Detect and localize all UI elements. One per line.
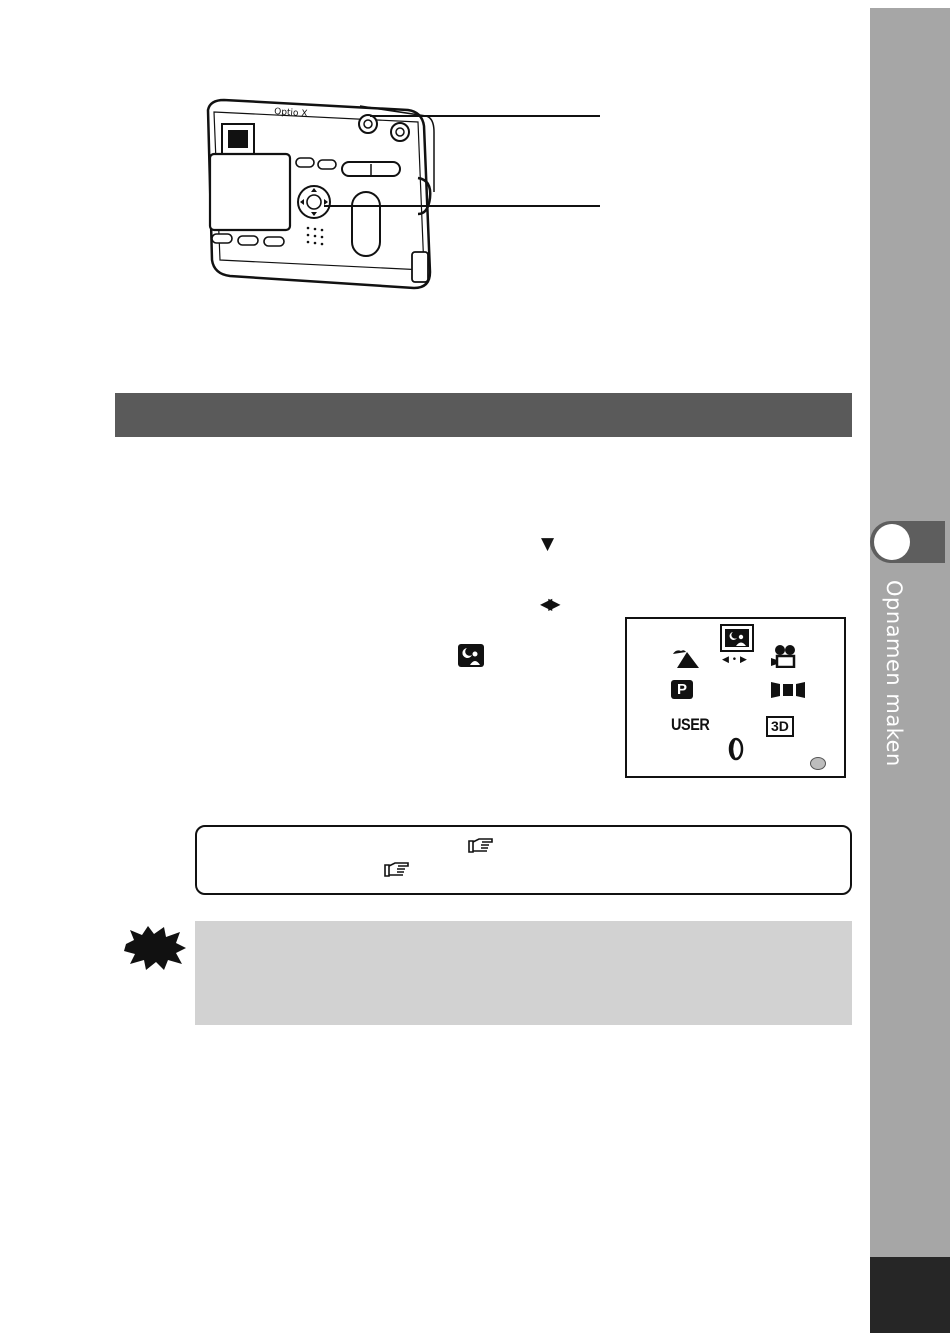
camera-brand-text: Optio X — [273, 107, 308, 120]
caution-box — [195, 921, 852, 1025]
program-mode-icon: P — [671, 680, 693, 699]
digital-filter-icon — [728, 737, 744, 761]
down-arrow-icon: ▼ — [541, 534, 555, 554]
selected-night-scene-icon — [720, 624, 754, 652]
leader-line-four-way — [324, 205, 600, 207]
leader-line-shutter — [370, 115, 600, 117]
mode-selection-screen — [625, 617, 846, 778]
reference-box — [195, 825, 852, 895]
3d-mode-icon: 3D — [766, 716, 794, 737]
user-mode-label: USER — [671, 715, 710, 734]
navigation-arrows-hint: ◀ • ▶ — [722, 655, 747, 665]
caution-burst-icon — [122, 924, 188, 972]
night-scene-icon — [458, 644, 484, 667]
landscape-mode-icon — [671, 646, 701, 668]
chapter-number-circle — [874, 524, 910, 560]
left-right-arrows-icon: ◀▶ — [540, 594, 557, 613]
ok-button-icon — [810, 757, 826, 770]
page-number-tab — [870, 1257, 950, 1333]
camera-illustration — [190, 92, 440, 302]
movie-mode-icon — [770, 644, 800, 668]
reference-hand-icon — [467, 837, 495, 855]
panorama-mode-icon — [770, 681, 806, 699]
chapter-title: Opnamen maken — [882, 580, 906, 767]
reference-hand-icon-2 — [383, 861, 411, 879]
section-heading-bar — [115, 393, 852, 437]
